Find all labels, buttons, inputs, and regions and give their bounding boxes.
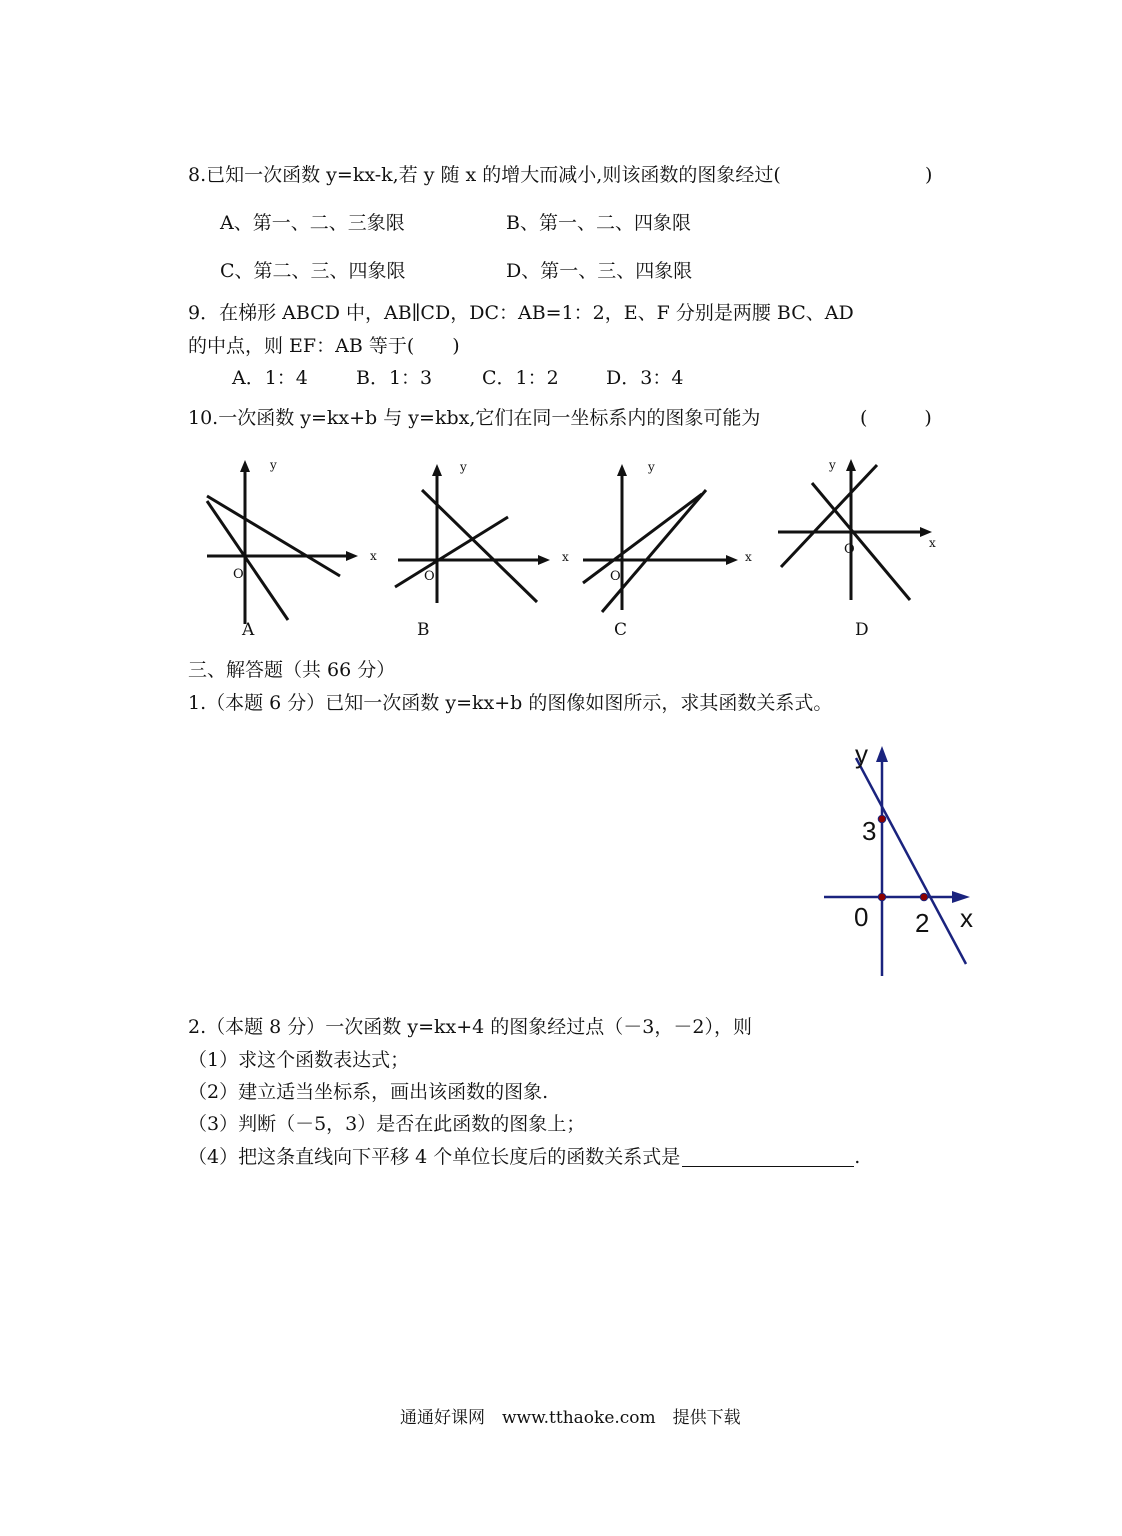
q9-option-d: D．3：4 — [606, 367, 684, 389]
y-arrow — [846, 459, 856, 471]
q8-paren-close: ) — [925, 164, 933, 186]
q8-stem: 8.已知一次函数 y=kx-k,若 y 随 x 的增大而减小,则该函数的图象经过( — [188, 164, 781, 186]
q10-d-y-label: y — [829, 458, 836, 472]
p1-y-label: y — [855, 739, 868, 769]
q10-a-y-label: y — [270, 458, 277, 472]
y-arrow — [240, 460, 250, 472]
q10-d-origin: O — [844, 542, 855, 557]
p1-x-label: x — [960, 903, 973, 933]
q9-stem-line1: 9．在梯形 ABCD 中，AB∥CD，DC：AB=1：2，E、F 分别是两腰 BC、AD — [188, 302, 854, 324]
q10-graph-b-label: B — [417, 620, 430, 640]
line-1 — [207, 496, 340, 576]
p1-y-intercept-label: 3 — [862, 816, 877, 846]
q9-option-a: A．1：4 — [232, 367, 308, 389]
q8-option-a: A、第一、二、三象限 — [220, 212, 405, 234]
origin-point — [878, 893, 886, 901]
q10-b-y-label: y — [460, 460, 467, 474]
q10-graph-b — [390, 460, 565, 610]
q10-b-x-label: x — [562, 550, 569, 564]
q10-b-origin: O — [424, 569, 435, 584]
footer-download-note: 通通好课网 www.tthaoke.com 提供下载 — [400, 1408, 741, 1428]
q8-option-b: B、第一、二、四象限 — [506, 212, 691, 234]
q10-graph-c — [578, 460, 748, 620]
line-2 — [602, 490, 706, 612]
q10-paren: ( ) — [860, 407, 932, 429]
q10-graph-a-label: A — [242, 620, 255, 640]
x-intercept-point — [920, 893, 928, 901]
p2-sub4-end: . — [854, 1146, 861, 1168]
function-line — [856, 758, 966, 964]
x-arrow — [952, 891, 970, 903]
p2-sub4-answer-blank[interactable] — [682, 1148, 854, 1167]
p2-sub1: （1）求这个函数表达式； — [188, 1049, 410, 1071]
q10-graph-a — [195, 458, 370, 628]
p1-origin-label: 0 — [854, 902, 869, 932]
q8-option-d: D、第一、三、四象限 — [506, 260, 693, 282]
p2-sub3: （3）判断（－5，3）是否在此函数的图象上； — [188, 1113, 586, 1135]
line-1 — [583, 494, 702, 583]
y-arrow — [876, 746, 888, 762]
q10-stem: 10.一次函数 y=kx+b 与 y=kbx,它们在同一坐标系内的图象可能为 — [188, 407, 761, 429]
q9-stem-line2: 的中点，则 EF：AB 等于( ) — [188, 335, 460, 357]
q10-graph-c-label: C — [614, 620, 628, 640]
x-arrow — [538, 555, 550, 565]
q10-graph-d-label: D — [855, 620, 869, 640]
p2-sub4-text: （4）把这条直线向下平移 4 个单位长度后的函数关系式是 — [188, 1146, 681, 1168]
y-arrow — [432, 464, 442, 476]
line-2 — [812, 483, 910, 600]
y-intercept-point — [878, 815, 886, 823]
line-2 — [422, 490, 537, 602]
p1-figure — [820, 740, 980, 980]
section3-title: 三、解答题（共 66 分） — [188, 659, 396, 681]
p2-stem: 2.（本题 8 分）一次函数 y=kx+4 的图象经过点（－3，－2），则 — [188, 1016, 752, 1038]
p2-sub2: （2）建立适当坐标系，画出该函数的图象. — [188, 1081, 549, 1103]
p1-stem: 1.（本题 6 分）已知一次函数 y=kx+b 的图像如图所示，求其函数关系式。 — [188, 692, 833, 714]
x-arrow — [726, 555, 738, 565]
q10-a-origin: O — [233, 567, 244, 582]
q10-c-y-label: y — [648, 460, 655, 474]
y-arrow — [617, 464, 627, 476]
q9-option-c: C．1：2 — [482, 367, 559, 389]
q9-option-b: B．1：3 — [356, 367, 433, 389]
q10-c-x-label: x — [745, 550, 752, 564]
q10-c-origin: O — [610, 569, 621, 584]
q10-d-x-label: x — [929, 536, 936, 550]
p1-x-intercept-label: 2 — [915, 908, 930, 938]
q10-a-x-label: x — [370, 549, 377, 563]
q10-graph-d — [774, 455, 939, 605]
line-1 — [781, 465, 877, 567]
q8-option-c: C、第二、三、四象限 — [220, 260, 406, 282]
line-1 — [395, 517, 508, 587]
p2-sub4 — [188, 1148, 860, 1167]
x-arrow — [346, 551, 358, 561]
